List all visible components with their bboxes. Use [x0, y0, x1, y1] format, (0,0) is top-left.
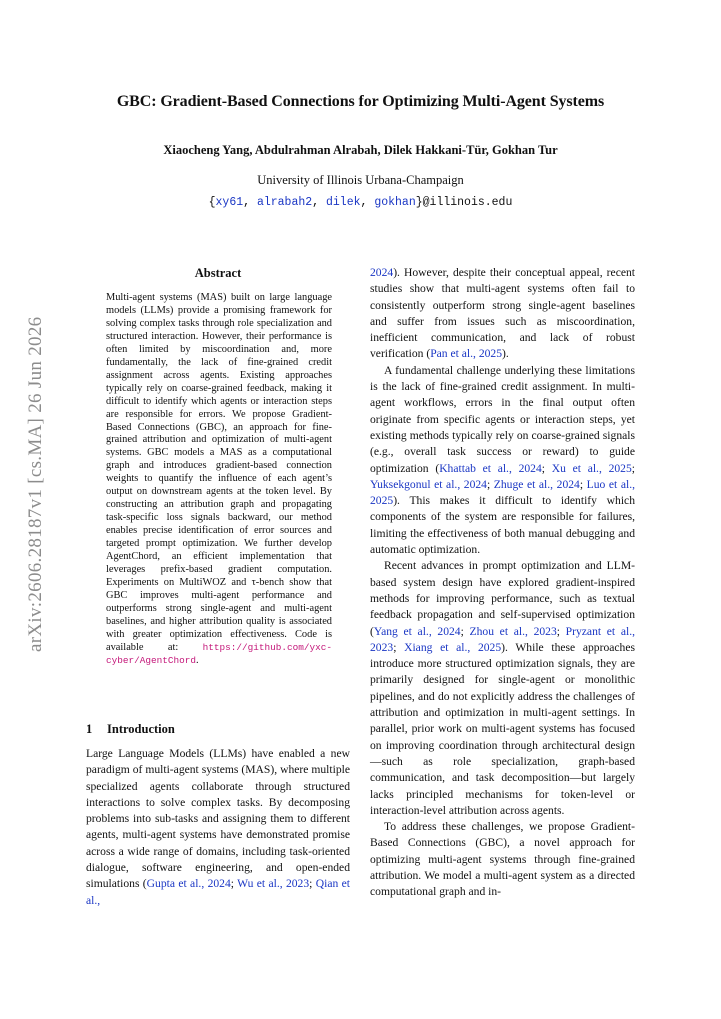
- citation-link[interactable]: 2024: [370, 266, 394, 279]
- abstract-heading: Abstract: [194, 266, 242, 280]
- citation-link[interactable]: Yuksekgonul et al., 2024: [370, 477, 487, 491]
- body-text: Recent advances in prompt optimization and LLM-based system design have explored gradient-inspired methods for improving performance, such as textual feedback propagation and self-supervised optimization (: [370, 559, 635, 638]
- body-text: Large Language Models (LLMs) have enabled a new paradigm of multi-agent systems (MAS), where multiple specialized agents collaborate through structured interactions to solve complex tasks. By decomposing problems into sub-tasks and assigning them to different agents, multi-agent systems have demonstrated promise across a wide range of domains, including task-oriented dialogue, software engineering, and open-ended simulations (: [86, 747, 350, 891]
- body-text: ). While these approaches introduce more structured optimization signals, they are primarily designed for single-agent or monolithic pipelines, and do not explicitly address the challenges of attribution and optimization in multi-agent settings. In parallel, prior work on multi-agent systems has focused on improving coordination through architectural design—such as role specialization, graph-based communication, and task decomposition—but largely lacks principled mechanisms for token-level or interaction-level attribution across agents.: [370, 640, 635, 817]
- email-brace-open: {: [208, 196, 216, 209]
- section-title: Introduction: [107, 722, 175, 736]
- citation-link[interactable]: Pryzant et al., 2023: [370, 624, 635, 654]
- intro-paragraph-4: To address these challenges, we propose Gradient-Based Connections (GBC), a novel approach for optimizing multi-agent systems through fine-grained attribution. We model a multi-agent system as a directed computational graph and in-: [370, 820, 635, 899]
- email-user[interactable]: gokhan: [374, 196, 416, 209]
- code-link[interactable]: https://github.com/yxc-cyber/AgentChord: [106, 641, 332, 666]
- abstract-paragraph: Multi-agent systems (MAS) built on large language models (LLMs) provide a promising framework for solving complex tasks through role specialization and structured interaction. However, their performance is often limited by miscoordination and, more fundamentally, the lack of fine-grained credit assignment across agents. Existing approaches typically rely on coarse-grained feedback, making it difficult to identify which agents or interaction steps are responsible for errors. We propose Gradient-Based Connections (GBC), an approach for fine-grained attribution and optimization of multi-agent systems. GBC models a MAS as a computational graph and introduces gradient-based connection weights to quantify the influence of each agent’s output on downstream agents at the token level. By constructing an attribution graph and propagating task-specific loss signals backward, our method enables precise identification of error sources and targeted prompt optimization. We further develop AgentChord, an efficient implementation that leverages prefix-based gradient computation. Experiments on MultiWOZ and τ-bench show that GBC improves multi-agent performance and outperforms strong single-agent and multi-agent baselines, and higher attribution quality is associated with greater optimization effectiveness. Code is available at:: [106, 292, 332, 653]
- citation-link[interactable]: Zhuge et al., 2024: [493, 477, 580, 491]
- abstract-end: .: [196, 654, 199, 666]
- right-column: [370, 265, 635, 901]
- intro-paragraph-2: A fundamental challenge underlying these limitations is the lack of fine-grained credit assignment. In multi-agent workflows, errors in the final output often originate from specific agents or interaction steps, yet existing methods typically rely on coarse-grained signals (e.g., overall task success or reward) to guide optimization (Khattab et al., 2024; Xu et al., 2025; Yuksekgonul et al., 2024; Zhuge et al., 2024; Luo et al., 2025). This makes it difficult to identify which components of the system are responsible for failures, limiting the effectiveness of both manual debugging and automatic optimization.: [370, 363, 635, 557]
- citation-link[interactable]: Gupta et al., 2024: [146, 877, 231, 891]
- citation-link[interactable]: Yang et al., 2024: [373, 624, 461, 638]
- body-text: ). However, despite their conceptual appeal, recent studies show that multi-agent systems often fail to consistently outperform strong single-agent baselines and suffer from issues such as miscoordination, inefficient communication, and lack of robust verification (: [370, 266, 635, 361]
- email-user[interactable]: xy61: [215, 196, 244, 209]
- abstract-text: [106, 292, 332, 668]
- citation-link[interactable]: Qian et al.,: [86, 877, 350, 907]
- citation-link[interactable]: Wu et al., 2023: [237, 877, 310, 891]
- email-user[interactable]: alrabah2: [256, 196, 313, 209]
- section-number: 1: [86, 722, 93, 736]
- intro-paragraph-1-start: Large Language Models (LLMs) have enabled a new paradigm of multi-agent systems (MAS), where multiple specialized agents collaborate through structured interactions to solve complex tasks. By decomposing problems into sub-tasks and assigning them to different agents, multi-agent systems have demonstrated promise across a wide range of domains, including task-oriented dialogue, software engineering, and open-ended simulations (Gupta et al., 2024; Wu et al., 2023; Qian et al.,: [86, 747, 350, 907]
- body-text: ). This makes it difficult to identify which components of the system are responsible for failures, limiting the effectiveness of both manual debugging and automatic optimization.: [370, 494, 635, 557]
- email-user[interactable]: dilek: [325, 196, 361, 209]
- affiliation: University of Illinois Urbana-Champaign: [257, 173, 464, 187]
- body-text: A fundamental challenge underlying these limitations is the lack of fine-grained credit assignment. In multi-agent workflows, errors in the final output often originate from specific agents or interaction steps, yet existing methods typically rely on coarse-grained signals (e.g., overall task success or reward) to guide optimization (: [370, 363, 635, 475]
- citation-link[interactable]: Luo et al., 2025: [370, 477, 635, 508]
- citation-link[interactable]: Khattab et al., 2024: [439, 461, 542, 475]
- body-text: ).: [502, 347, 509, 361]
- citation-link[interactable]: Pan et al., 2025: [430, 347, 503, 361]
- citation-link[interactable]: Xiang et al., 2025: [404, 640, 502, 654]
- email-domain: }@illinois.edu: [415, 196, 513, 209]
- citation-link[interactable]: Zhou et al., 2023: [469, 624, 557, 638]
- paper-title: GBC: Gradient-Based Connections for Optimizing Multi-Agent Systems: [116, 93, 605, 110]
- author-list: Xiaocheng Yang, Abdulrahman Alrabah, Dilek Hakkani-Tür, Gokhan Tur: [163, 143, 558, 157]
- email-sep: ,: [312, 196, 326, 209]
- email-sep: ,: [360, 196, 375, 209]
- author-emails: [40, 196, 681, 209]
- email-sep: ,: [243, 196, 257, 209]
- arxiv-identifier: arXiv:2606.28187v1 [cs.MA] 26 Jun 2026: [25, 316, 46, 652]
- intro-paragraph-3: Recent advances in prompt optimization and LLM-based system design have explored gradient-inspired methods for improving performance, such as textual feedback propagation and self-supervised optimization (Yang et al., 2024; Zhou et al., 2023; Pryzant et al., 2023; Xiang et al., 2025). While these approaches introduce more structured optimization signals, they are primarily designed for single-agent or monolithic pipelines, and do not explicitly address the challenges of attribution and optimization in multi-agent settings. In parallel, prior work on multi-agent systems has focused on improving coordination through architectural design—such as role specialization, graph-based communication, and task decomposition—but largely lacks principled mechanisms for token-level or interaction-level attribution across agents.: [370, 559, 635, 817]
- section-heading-introduction: [86, 722, 350, 737]
- intro-paragraph-1-cont: [370, 265, 635, 363]
- citation-link[interactable]: Xu et al., 2025: [551, 461, 632, 475]
